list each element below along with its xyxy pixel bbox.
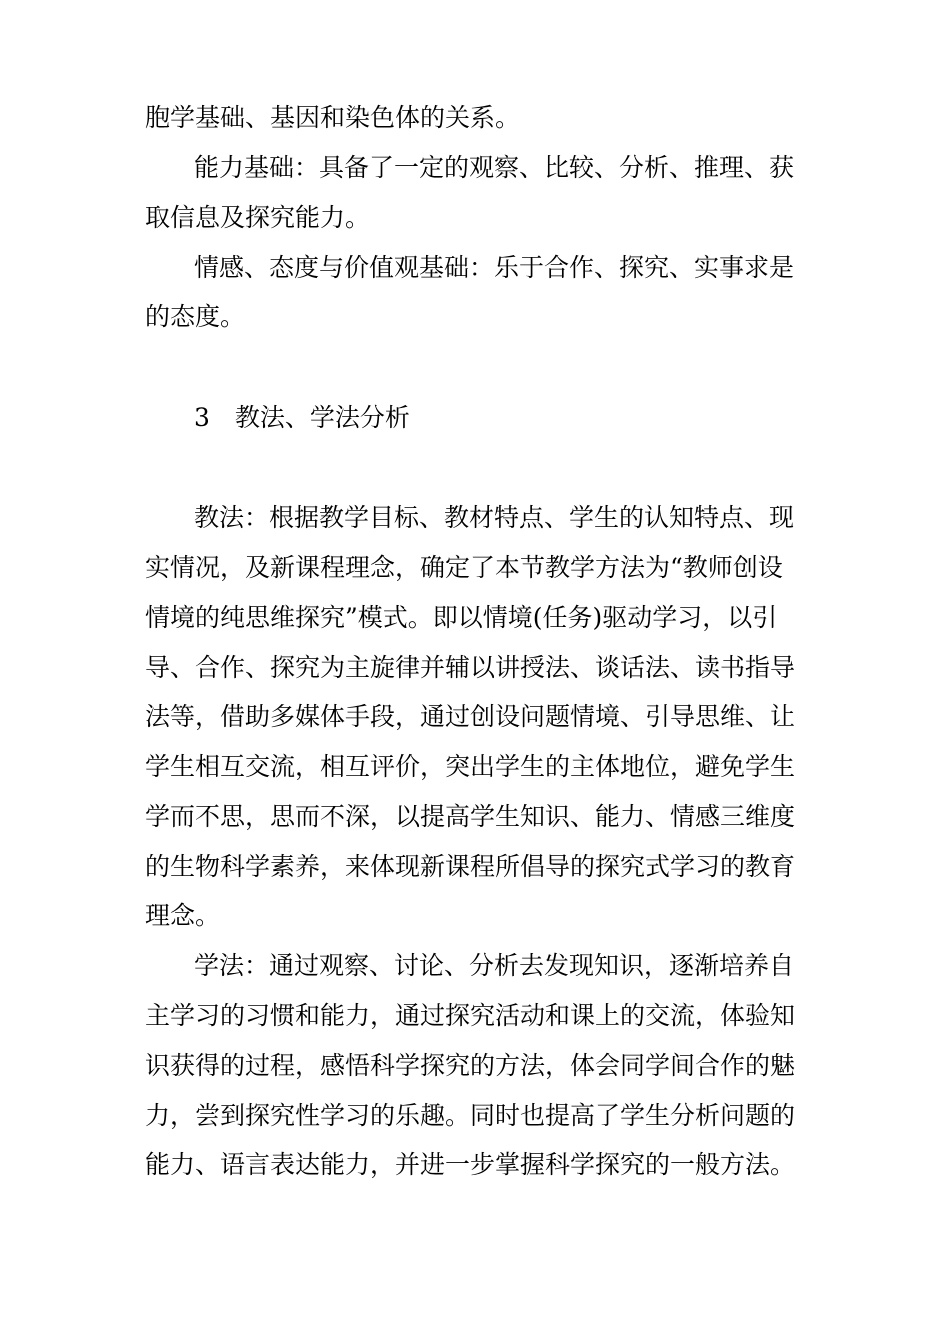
paragraph-line: 的生物科学素养，来体现新课程所倡导的探究式学习的教育 bbox=[145, 852, 796, 881]
paragraph-line: 情境的纯思维探究”模式。即以情境(任务)驱动学习，以引 bbox=[145, 603, 778, 632]
paragraph-line: 的态度。 bbox=[145, 302, 246, 331]
paragraph-line: 实情况，及新课程理念，确定了本节教学方法为“教师创设 bbox=[145, 553, 783, 582]
paragraph-line: 力，尝到探究性学习的乐趣。同时也提高了学生分析问题的 bbox=[145, 1101, 796, 1130]
paragraph-line: 学而不思，思而不深，以提高学生知识、能力、情感三维度 bbox=[145, 802, 796, 831]
paragraph-line: 学生相互交流，相互评价，突出学生的主体地位，避免学生 bbox=[145, 752, 796, 781]
paragraph-line: 能力、语言表达能力，并进一步掌握科学探究的一般方法。 bbox=[145, 1150, 796, 1179]
paragraph-line: 法等，借助多媒体手段，通过创设问题情境、引导思维、让 bbox=[145, 702, 796, 731]
paragraph-line: 取信息及探究能力。 bbox=[145, 203, 371, 232]
paragraph-line: 胞学基础、基因和染色体的关系。 bbox=[145, 103, 521, 132]
section-heading: 3 教法、学法分析 bbox=[194, 403, 410, 432]
paragraph-line: 导、合作、探究为主旋律并辅以讲授法、谈话法、读书指导 bbox=[145, 653, 796, 682]
paragraph-line: 理念。 bbox=[145, 901, 221, 930]
paragraph-line: 学法：通过观察、讨论、分析去发现知识，逐渐培养自 bbox=[194, 951, 795, 980]
paragraph-line: 情感、态度与价值观基础：乐于合作、探究、实事求是 bbox=[194, 253, 795, 282]
paragraph-line: 能力基础：具备了一定的观察、比较、分析、推理、获 bbox=[194, 153, 795, 182]
paragraph-line: 主学习的习惯和能力，通过探究活动和课上的交流，体验知 bbox=[145, 1001, 796, 1030]
paragraph-line: 教法：根据教学目标、教材特点、学生的认知特点、现 bbox=[194, 503, 795, 532]
paragraph-line: 识获得的过程，感悟科学探究的方法，体会同学间合作的魅 bbox=[145, 1051, 796, 1080]
